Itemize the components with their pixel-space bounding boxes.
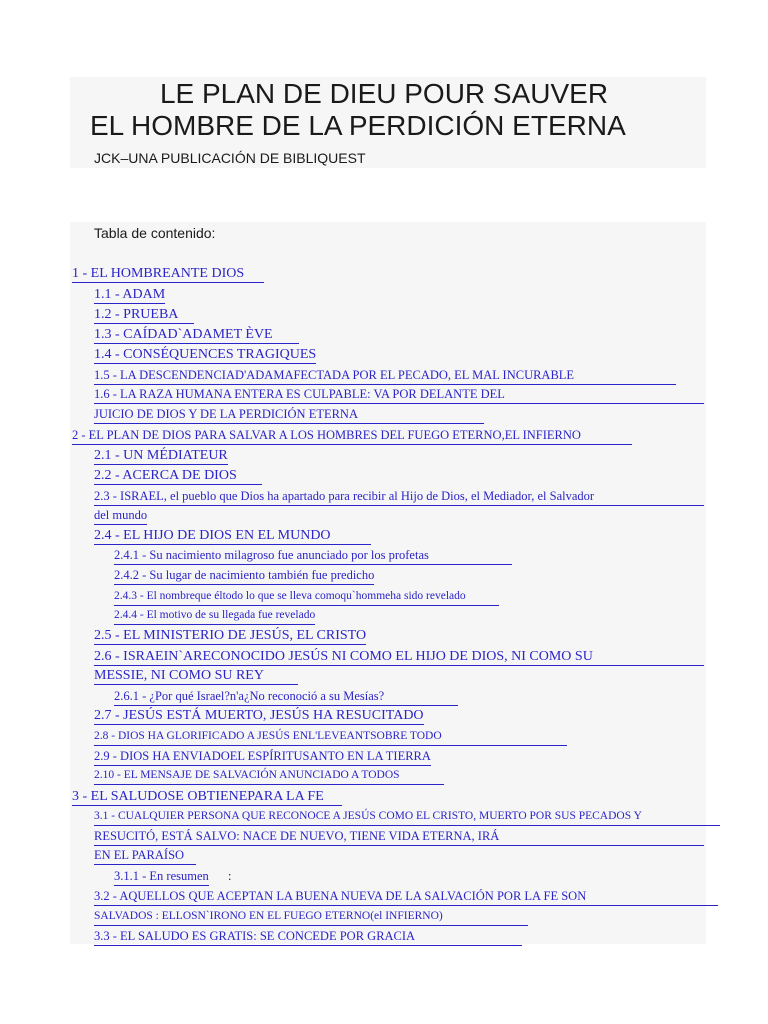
toc-link-2-6-cont[interactable]: MESSIE, NI COMO SU REY <box>94 667 298 685</box>
toc-link-1-1[interactable]: 1.1 - ADAM <box>94 287 166 302</box>
toc-link-2-7[interactable]: 2.7 - JESÚS ESTÁ MUERTO, JESÚS HA RESUCITADO <box>94 708 424 723</box>
toc-link-3-3[interactable]: 3.3 - EL SALUDO ES GRATIS: SE CONCEDE POR GRACIA <box>94 928 522 946</box>
toc-link-2-3[interactable]: 2.3 - ISRAEL, el pueblo que Dios ha apartado para recibir al Hijo de Dios, el Mediador, el Salvador <box>94 488 704 506</box>
toc-link-2-4[interactable]: 2.4 - EL HIJO DE DIOS EN EL MUNDO <box>94 527 371 545</box>
toc-link-1-5[interactable]: 1.5 - LA DESCENDENCIAD'ADAMAFECTADA POR EL PECADO, EL MAL INCURABLE <box>94 367 676 385</box>
toc-link-3-2[interactable]: 3.2 - AQUELLOS QUE ACEPTAN LA BUENA NUEVA DE LA SALVACIÓN POR LA FE SON <box>94 888 718 906</box>
toc-link-1-2[interactable]: 1.2 - PRUEBA <box>94 306 194 324</box>
toc-link-2-2[interactable]: 2.2 - ACERCA DE DIOS <box>94 467 262 485</box>
toc-link-2-10[interactable]: 2.10 - EL MENSAJE DE SALVACIÓN ANUNCIADO A TODOS <box>94 767 444 785</box>
toc-link-2-8[interactable]: 2.8 - DIOS HA GLORIFICADO A JESÚS ENL'LEVEANTSOBRE TODO <box>94 728 567 746</box>
toc-link-1-6-cont[interactable]: JUICIO DE DIOS Y DE LA PERDICIÓN ETERNA <box>94 406 484 424</box>
toc-link-2-4-2[interactable]: 2.4.2 - Su lugar de nacimiento también fue predicho <box>114 567 374 585</box>
toc-link-2-4-1[interactable]: 2.4.1 - Su nacimiento milagroso fue anunciado por los profetas <box>114 547 512 565</box>
toc-link-3-2-cont[interactable]: SALVADOS : ELLOSN`IRONO EN EL FUEGO ETERNO(el INFIERNO) <box>94 908 528 926</box>
toc-link-2-5[interactable]: 2.5 - EL MINISTERIO DE JESÚS, EL CRISTO <box>94 628 367 643</box>
toc-link-1-4[interactable]: 1.4 - CONSÉQUENCES TRAGIQUES <box>94 347 317 362</box>
toc-link-1[interactable]: 1 - EL HOMBREANTE DIOS <box>72 265 264 283</box>
document-title-line-1: LE PLAN DE DIEU POUR SAUVER <box>159 78 609 109</box>
toc-link-2-4-4[interactable]: 2.4.4 - El motivo de su llegada fue revelado <box>114 607 315 625</box>
toc-link-2-3-cont[interactable]: del mundo <box>94 507 147 525</box>
toc-link-3-1-cont[interactable]: RESUCITÓ, ESTÁ SALVO: NACE DE NUEVO, TIENE VIDA ETERNA, IRÁ <box>94 828 704 846</box>
toc-link-2-6-1[interactable]: 2.6.1 - ¿Por qué Israel?n'a¿No reconoció a su Mesías? <box>114 688 458 706</box>
toc-link-1-3[interactable]: 1.3 - CAÍDAD`ADAMET ÈVE <box>94 326 299 344</box>
toc-link-3[interactable]: 3 - EL SALUDOSE OBTIENEPARA LA FE <box>72 788 342 806</box>
toc-link-2-1[interactable]: 2.1 - UN MÉDIATEUR <box>94 448 228 463</box>
toc-trailing-colon: : <box>228 869 232 883</box>
toc-link-3-1[interactable]: 3.1 - CUALQUIER PERSONA QUE RECONOCE A JESÚS COMO EL CRISTO, MUERTO POR SUS PECADOS Y <box>94 808 720 826</box>
toc-link-3-1-1[interactable]: 3.1.1 - En resumen <box>114 868 209 886</box>
toc-link-2-4-3[interactable]: 2.4.3 - El nombreque éltodo lo que se lleva comoqu`hommeha sido revelado <box>114 588 499 606</box>
toc-link-2-6[interactable]: 2.6 - ISRAEIN`ARECONOCIDO JESÚS NI COMO EL HIJO DE DIOS, NI COMO SU <box>94 648 704 666</box>
toc-link-1-6[interactable]: 1.6 - LA RAZA HUMANA ENTERA ES CULPABLE: VA POR DELANTE DEL <box>94 386 704 404</box>
publisher-subtitle: JCK–UNA PUBLICACIÓN DE BIBLIQUEST <box>94 150 366 166</box>
toc-link-3-1-cont-2[interactable]: EN EL PARAÍSO <box>94 847 196 865</box>
toc-link-2[interactable]: 2 - EL PLAN DE DIOS PARA SALVAR A LOS HOMBRES DEL FUEGO ETERNO,EL INFIERNO <box>72 427 632 445</box>
toc-link-2-9[interactable]: 2.9 - DIOS HA ENVIADOEL ESPÍRITUSANTO EN LA TIERRA <box>94 748 431 766</box>
toc-heading: Tabla de contenido: <box>94 225 216 241</box>
document-title-line-2: EL HOMBRE DE LA PERDICIÓN ETERNA <box>90 110 626 141</box>
